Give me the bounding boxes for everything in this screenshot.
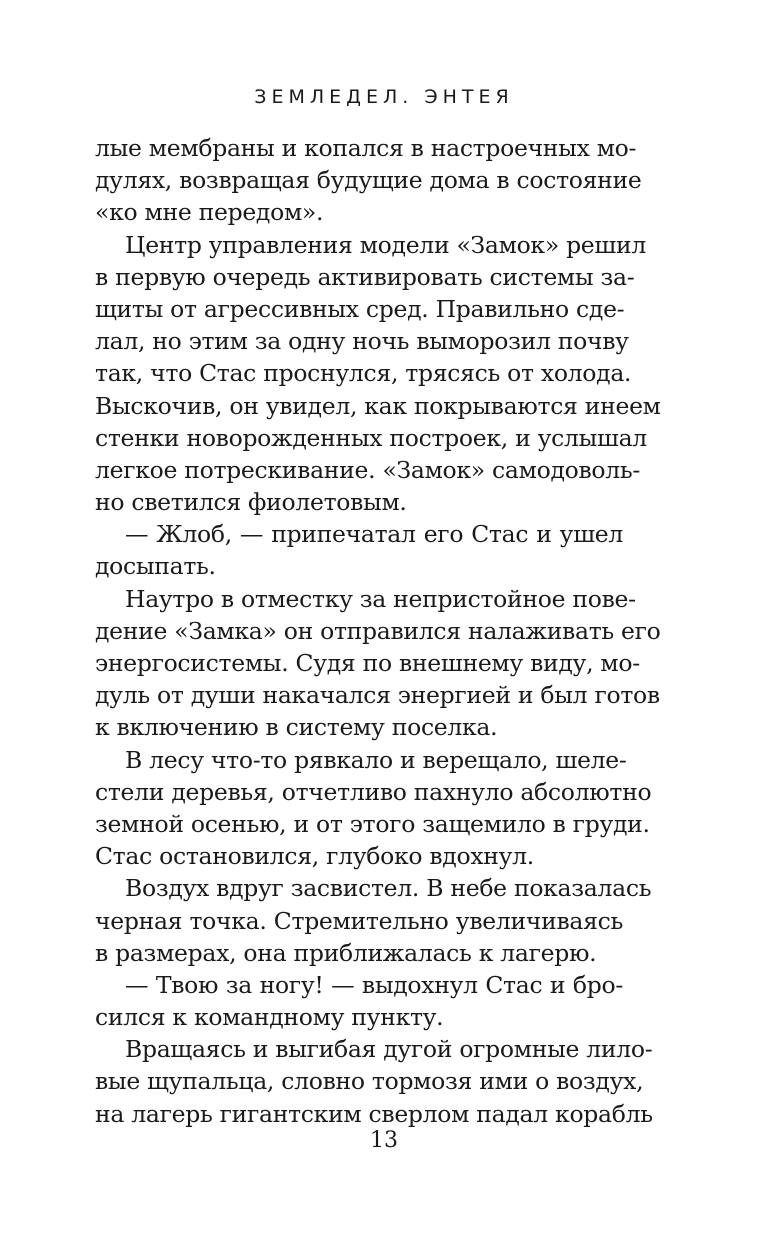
text-line: к включению в систему поселка.	[95, 713, 498, 742]
text-line: — Жлоб, — припечатал его Стас и ушел	[125, 520, 623, 549]
text-line: досыпать.	[95, 552, 216, 581]
text-line: Стас остановился, глубоко вдохнул.	[95, 842, 534, 871]
text-line: Наутро в отместку за непристойное пове-	[125, 584, 636, 613]
text-line: вые щупальца, словно тормозя ими о воздух,	[95, 1067, 644, 1096]
text-line: «ко мне передом».	[95, 198, 324, 227]
text-line: дение «Замка» он отправился налаживать его	[95, 616, 661, 645]
text-line: Выскочив, он увидел, как покрываются инеем	[95, 391, 661, 420]
text-line: энергосистемы. Судя по внешнему виду, мо-	[95, 649, 640, 677]
text-line: стели деревья, отчетливо пахнуло абсолютно	[95, 777, 652, 806]
page-number: 13	[370, 1128, 398, 1153]
text-line: Вращаясь и выгибая дугой огромные лило-	[125, 1035, 653, 1064]
text-line: легкое потрескивание. «Замок» самодоволь-	[95, 455, 640, 484]
text-line: стенки новорожденных построек, и услышал	[95, 423, 647, 452]
text-line: в размерах, она приближалась к лагерю.	[95, 938, 597, 967]
text-line: но светился фиолетовым.	[95, 488, 407, 517]
text-line: так, что Стас проснулся, трясясь от холода.	[95, 359, 632, 388]
body-text	[95, 132, 661, 1130]
text-line: лал, но этим за одну ночь выморозил почву	[95, 327, 629, 356]
text-line: Воздух вдруг засвистел. В небе показалась	[125, 874, 652, 903]
text-line: земной осенью, и от этого защемило в груди.	[95, 809, 650, 838]
text-line: черная точка. Стремительно увеличиваясь	[95, 906, 623, 935]
text-line: — Твою за ногу! — выдохнул Стас и бро-	[125, 970, 623, 999]
text-line: лые мембраны и копался в настроечных мо-	[95, 134, 637, 162]
text-line: дуль от души накачался энергией и был готов	[95, 681, 660, 710]
text-line: Центр управления модели «Замок» решил	[125, 230, 646, 259]
text-line: В лесу что-то рявкало и верещало, шеле-	[125, 745, 627, 774]
text-line: щиты от агрессивных сред. Правильно сде-	[95, 294, 625, 323]
text-line: дулях, возвращая будущие дома в состояние	[95, 166, 642, 195]
text-line: сился к командному пункту.	[95, 1003, 444, 1032]
running-head: ЗЕМЛЕДЕЛ. ЭНТЕЯ	[254, 86, 514, 108]
text-line: на лагерь гигантским сверлом падал корабль	[95, 1099, 653, 1128]
text-line: в первую очередь активировать системы за-	[95, 262, 635, 291]
